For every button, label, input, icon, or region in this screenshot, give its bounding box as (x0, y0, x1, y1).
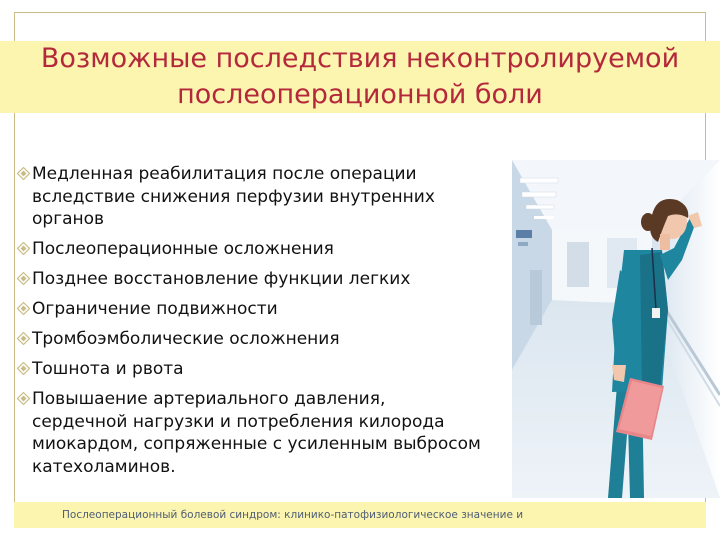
bullet-text: Повышаение артериального давления, сердечной нагрузки и потребления килорода миокардом, сопряженные с усиленным выбросом катехоламинов. (32, 389, 481, 477)
diamond-bullet-icon (17, 362, 30, 375)
bullet-text: Тошнота и рвота (32, 359, 184, 379)
bullet-text: Позднее восстановление функции легких (32, 269, 411, 289)
list-item (14, 358, 484, 381)
list-item (14, 298, 484, 321)
list-item (14, 163, 484, 231)
diamond-bullet-icon (17, 302, 30, 315)
diamond-bullet-icon (17, 272, 30, 285)
list-item (14, 328, 484, 351)
diamond-bullet-icon (17, 242, 30, 255)
nurse-photo (512, 160, 720, 498)
bullet-text: Тромбоэмболические осложнения (32, 329, 340, 349)
bullet-text: Медленная реабилитация после операции вследствие снижения перфузии внутренних органов (32, 164, 435, 229)
diamond-bullet-icon (17, 392, 30, 405)
bullet-list (14, 163, 484, 486)
list-item (14, 238, 484, 261)
list-item (14, 268, 484, 291)
slide-title: Возможные последствия неконтролируемой послеоперационной боли (40, 43, 680, 110)
diamond-bullet-icon (17, 332, 30, 345)
bullet-text: Ограничение подвижности (32, 299, 278, 319)
diamond-bullet-icon (17, 167, 30, 180)
list-item (14, 388, 484, 478)
nurse-in-hallway-image (512, 160, 720, 498)
bullet-text: Послеоперационные осложнения (32, 239, 334, 259)
footer-text: Послеоперационный болевой синдром: клинико-патофизиологическое значение и (62, 509, 524, 521)
